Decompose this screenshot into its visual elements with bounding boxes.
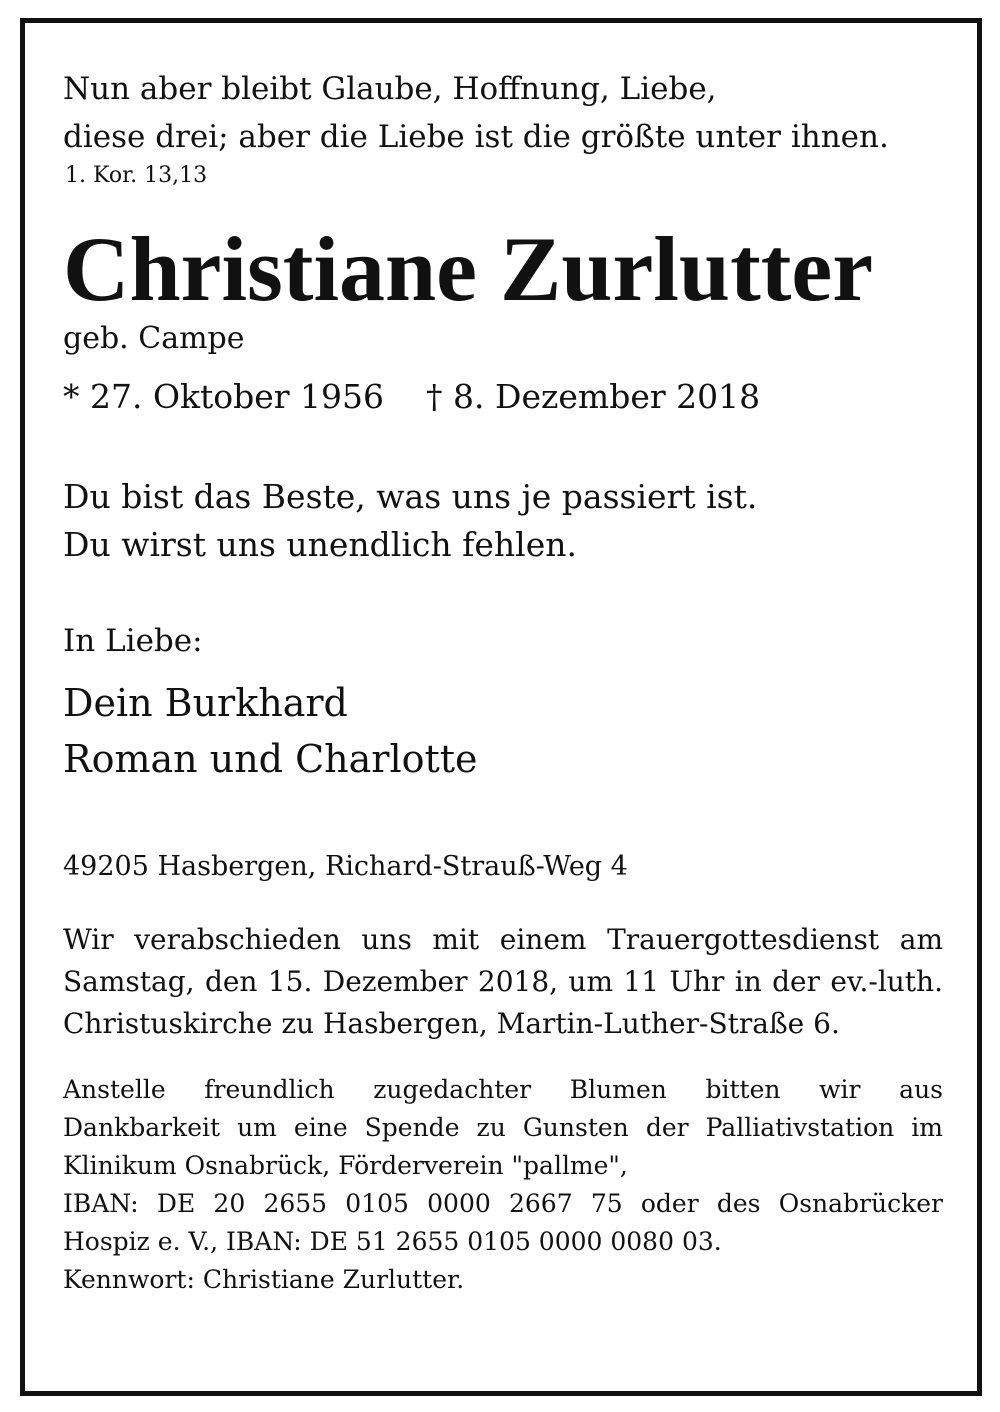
- verse-line: Nun aber bleibt Glaube, Hoffnung, Liebe,: [63, 71, 717, 107]
- donation-line: Klinikum Osnabrück, Förderverein "pallme",: [63, 1151, 628, 1180]
- quote-line: Du bist das Beste, was uns je passiert ist.: [63, 477, 758, 516]
- verse-reference: 1. Kor. 13,13: [65, 163, 208, 188]
- mourner-name: Roman und Charlotte: [63, 737, 478, 781]
- mourners-names: [63, 675, 943, 787]
- donation-line: IBAN: DE 20 2655 0105 0000 2667 75 oder des Osnabrücker: [63, 1189, 943, 1218]
- obituary-frame: [20, 18, 982, 1396]
- life-dates: [63, 375, 943, 419]
- donation-line: Anstelle freundlich zugedachter Blumen bitten wir aus: [63, 1075, 943, 1104]
- deceased-name: Christiane Zurlutter: [63, 218, 874, 320]
- mourner-name: Dein Burkhard: [63, 681, 348, 725]
- service-line: Samstag, den 15. Dezember 2018, um 11 Uhr in der ev.-luth.: [63, 965, 943, 998]
- farewell-quote: [63, 473, 943, 569]
- donation-info: [63, 1071, 943, 1299]
- donation-line: Kennwort: Christiane Zurlutter.: [63, 1265, 465, 1294]
- service-info: [63, 919, 943, 1045]
- death-date: † 8. Dezember 2018: [426, 377, 761, 416]
- mourners-intro: In Liebe:: [63, 623, 203, 659]
- donation-line: Dankbarkeit um eine Spende zu Gunsten der Palliativstation im: [63, 1113, 943, 1142]
- birth-date: * 27. Oktober 1956: [63, 377, 385, 416]
- obituary-content: [63, 65, 943, 1299]
- service-line: Christuskirche zu Hasbergen, Martin-Luther-Straße 6.: [63, 1007, 840, 1040]
- quote-line: Du wirst uns unendlich fehlen.: [63, 525, 577, 564]
- verse-line: diese drei; aber die Liebe ist die größte unter ihnen.: [63, 119, 889, 155]
- donation-line: Hospiz e. V., IBAN: DE 51 2655 0105 0000 0080 03.: [63, 1227, 722, 1256]
- service-line: Wir verabschieden uns mit einem Trauergottesdienst am: [63, 923, 943, 956]
- bible-verse: [63, 65, 943, 161]
- maiden-name: geb. Campe: [63, 321, 245, 356]
- address: 49205 Hasbergen, Richard-Strauß-Weg 4: [63, 851, 628, 882]
